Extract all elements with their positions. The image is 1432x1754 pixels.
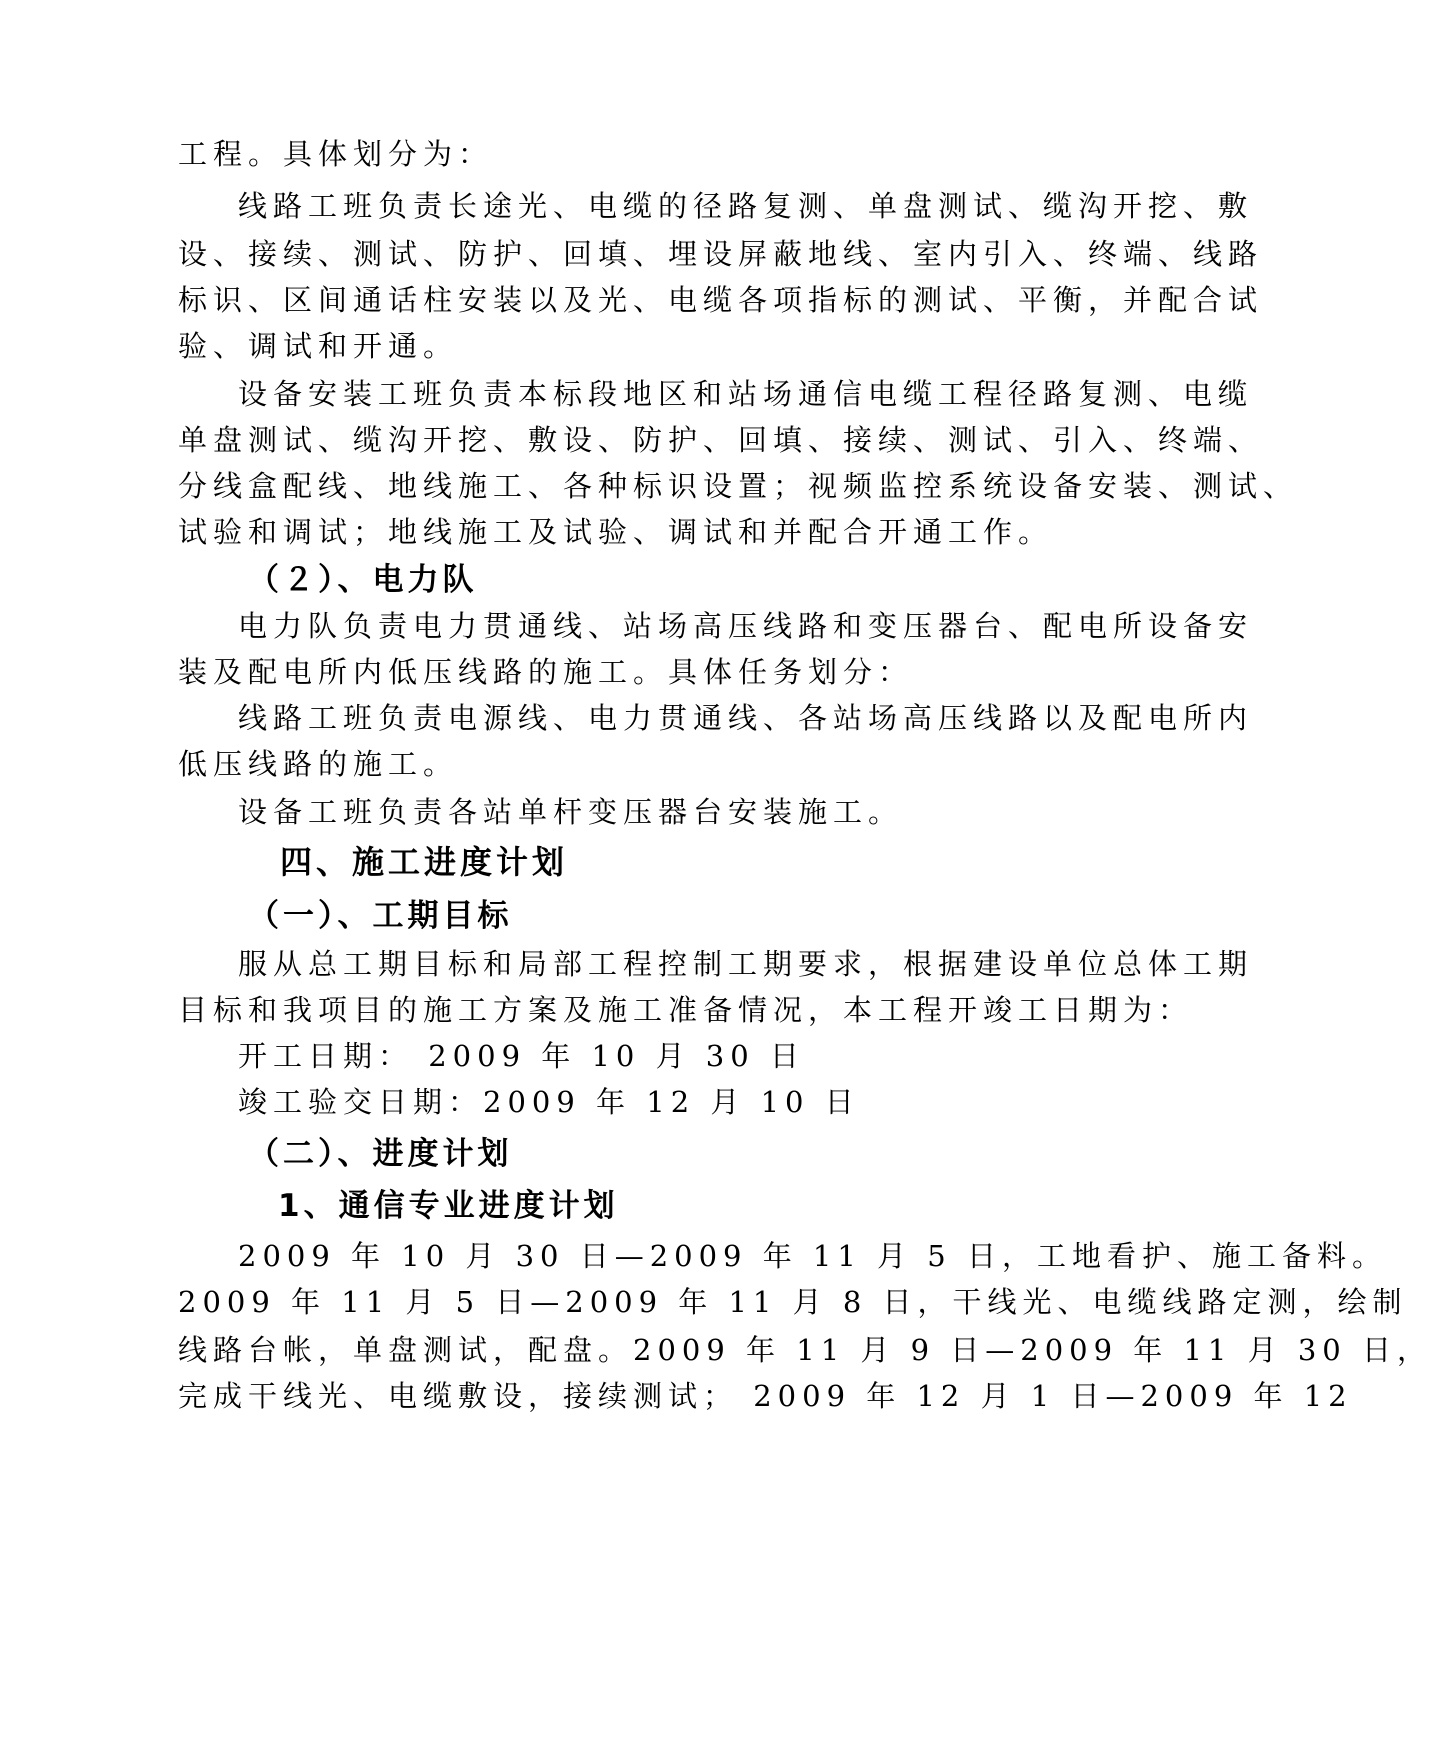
subsection-heading: 1、通信专业进度计划 bbox=[278, 1188, 619, 1224]
completion-date-line: 竣工验交日期：2009 年 12 月 10 日 bbox=[238, 1085, 860, 1119]
paragraph-line: 工程。具体划分为： bbox=[178, 137, 494, 171]
paragraph-line: 验、调试和开通。 bbox=[178, 329, 459, 363]
paragraph-line: 标识、区间通话柱安装以及光、电缆各项指标的测试、平衡，并配合试 bbox=[178, 283, 1264, 317]
section-heading: （一）、工期目标 bbox=[248, 898, 513, 934]
paragraph-line: 线路工班负责电源线、电力贯通线、各站场高压线路以及配电所内 bbox=[238, 701, 1254, 735]
start-date-line: 开工日期： 2009 年 10 月 30 日 bbox=[238, 1039, 805, 1073]
paragraph-line: 线路工班负责长途光、电缆的径路复测、单盘测试、缆沟开挖、敷 bbox=[238, 189, 1254, 223]
paragraph-line: 2009 年 11 月 5 日—2009 年 11 月 8 日，干线光、电缆线路定测，绘制 bbox=[178, 1285, 1408, 1319]
paragraph-line: 设备安装工班负责本标段地区和站场通信电缆工程径路复测、电缆 bbox=[238, 377, 1254, 411]
paragraph-line: 装及配电所内低压线路的施工。具体任务划分： bbox=[178, 655, 914, 689]
section-heading: （二）、进度计划 bbox=[248, 1136, 513, 1172]
paragraph-line: 设、接续、测试、防护、回填、埋设屏蔽地线、室内引入、终端、线路 bbox=[178, 237, 1264, 271]
paragraph-line: 线路台帐，单盘测试，配盘。2009 年 11 月 9 日—2009 年 11 月 30 日， bbox=[178, 1333, 1432, 1367]
paragraph-line: 分线盒配线、地线施工、各种标识设置；视频监控系统设备安装、测试、 bbox=[178, 469, 1299, 503]
paragraph-line: 试验和调试；地线施工及试验、调试和并配合开通工作。 bbox=[178, 515, 1054, 549]
paragraph-line: 单盘测试、缆沟开挖、敷设、防护、回填、接续、测试、引入、终端、 bbox=[178, 423, 1264, 457]
paragraph-line: 2009 年 10 月 30 日—2009 年 11 月 5 日，工地看护、施工备料。 bbox=[238, 1239, 1387, 1273]
paragraph-line: 低压线路的施工。 bbox=[178, 747, 459, 781]
paragraph-line: 目标和我项目的施工方案及施工准备情况，本工程开竣工日期为： bbox=[178, 993, 1194, 1027]
paragraph-line: 完成干线光、电缆敷设，接续测试； 2009 年 12 月 1 日—2009 年 12 bbox=[178, 1379, 1353, 1413]
section-heading: （２）、电力队 bbox=[248, 562, 478, 598]
paragraph-line: 设备工班负责各站单杆变压器台安装施工。 bbox=[238, 795, 904, 829]
paragraph-line: 服从总工期目标和局部工程控制工期要求，根据建设单位总体工期 bbox=[238, 947, 1254, 981]
chapter-heading: 四、施工进度计划 bbox=[280, 843, 569, 881]
paragraph-line: 电力队负责电力贯通线、站场高压线路和变压器台、配电所设备安 bbox=[238, 609, 1254, 643]
